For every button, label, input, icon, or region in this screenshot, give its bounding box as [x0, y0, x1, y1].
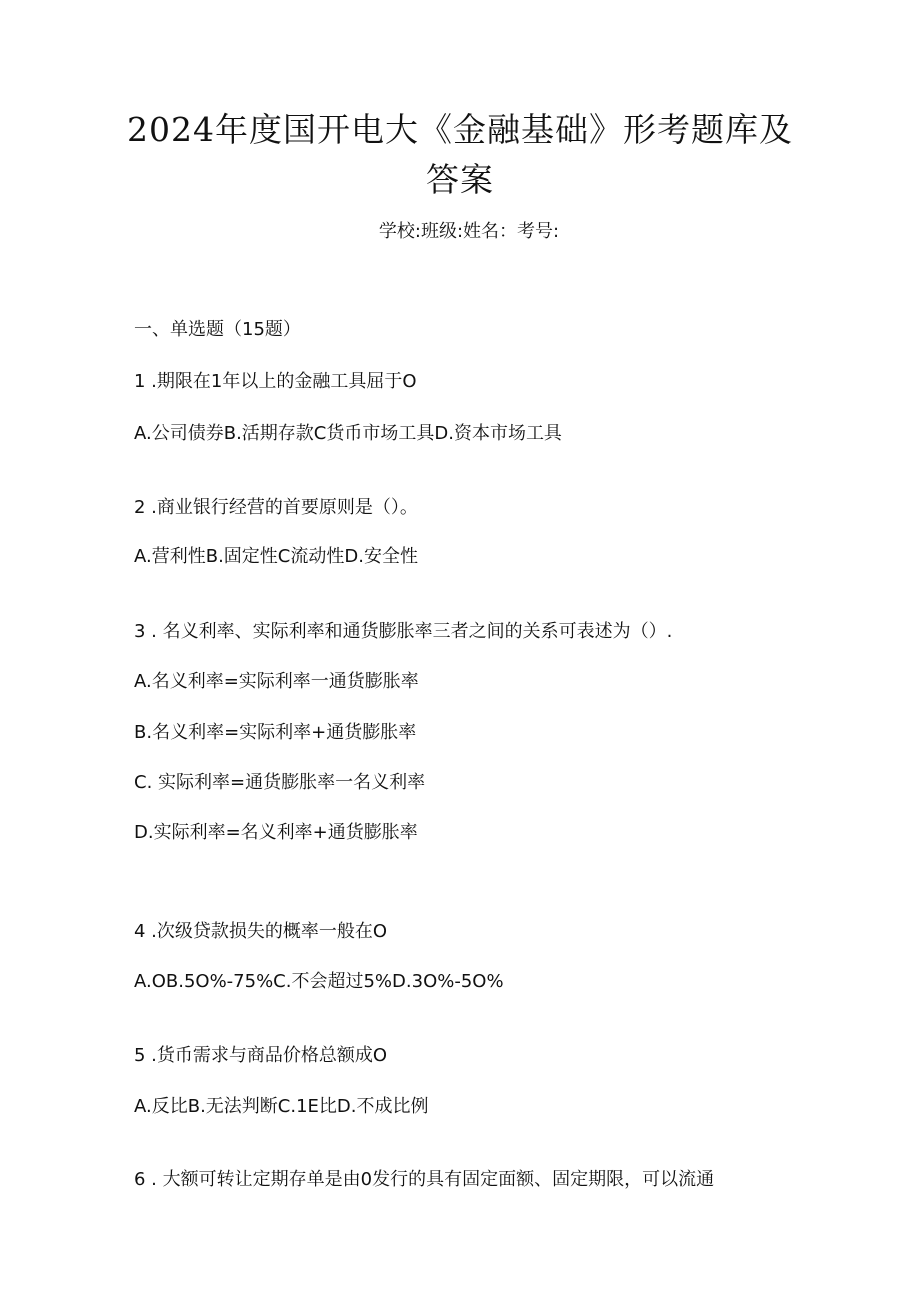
question-6-stem: 6 . 大额可转让定期存单是由0发行的具有固定面额、固定期限，可以流通	[134, 1169, 715, 1190]
document-title-line-1: 2024年度国开电大《金融基础》形考题库及	[127, 110, 793, 149]
question-1-options: A.公司债券B.活期存款C货币市场工具D.资本市场工具	[134, 423, 562, 444]
question-4-stem: 4 .次级贷款损失的概率一般在O	[134, 921, 388, 942]
question-2-stem: 2 .商业银行经营的首要原则是（）。	[134, 497, 418, 518]
question-3-option-d: D.实际利率=名义利率+通货膨胀率	[134, 822, 418, 843]
question-1-stem: 1 .期限在1年以上的金融工具屈于O	[134, 371, 417, 392]
student-info-line: 学校:班级:姓名：考号:	[378, 221, 560, 242]
question-5-options: A.反比B.无法判断C.1E比D.不成比例	[134, 1096, 429, 1117]
question-3-option-c: C. 实际利率=通货膨胀率一名义利率	[134, 772, 426, 793]
question-2-options: A.营利性B.固定性C流动性D.安全性	[134, 546, 418, 567]
question-5-stem: 5 .货币需求与商品价格总额成O	[134, 1045, 388, 1066]
question-3-stem: 3 . 名义利率、实际利率和通货膨胀率三者之间的关系可表述为（）.	[134, 621, 673, 642]
section-heading: 一、单选题（15题）	[134, 319, 301, 340]
question-3-option-a: A.名义利率=实际利率一通货膨胀率	[134, 671, 419, 692]
document-title-line-2: 答案	[426, 160, 494, 199]
question-3-option-b: B.名义利率=实际利率+通货膨胀率	[134, 722, 417, 743]
question-4-options: A.OB.5O%-75%C.不会超过5%D.3O%-5O%	[134, 971, 504, 992]
